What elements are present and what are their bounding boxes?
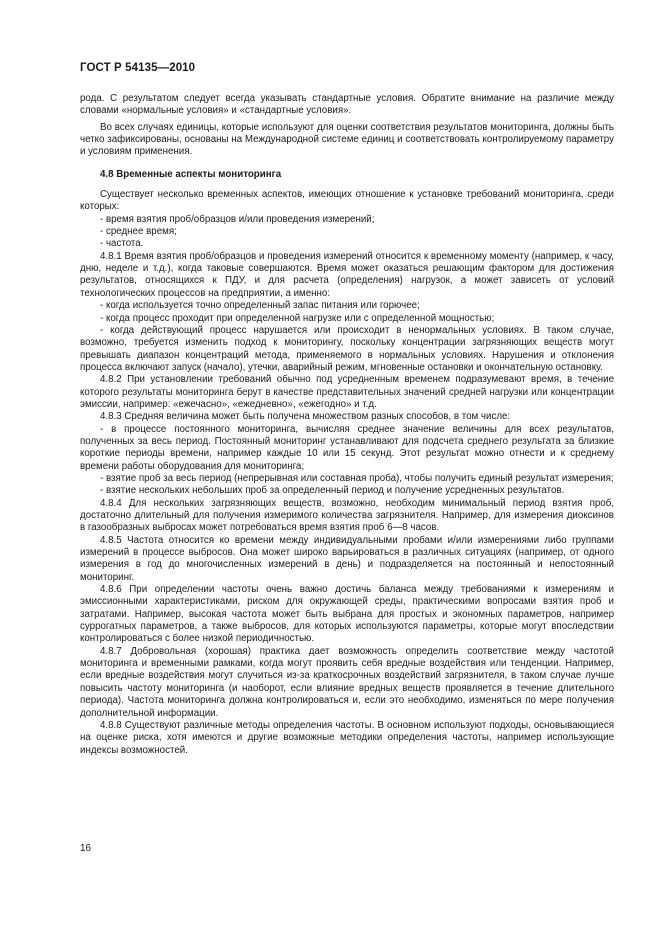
paragraph: 4.8.5 Частота относится ко времени между индивидуальными пробами и/или измерениями либо группами измерений в процессе выбросов. Она может широко варьироваться в различных ситуациях (например, от одного измерения в год до многочисленных измерений в день) и подразделяется на постоянный и непостоянный мониторинг.: [80, 534, 614, 583]
paragraph: рода. С результатом следует всегда указывать стандартные условия. Обратите внимание на различие между словами «нормальные условия» и «стандартные условия».: [80, 93, 614, 117]
paragraph: 4.8.2 При установлении требований обычно под усредненным временем подразумевают время, в течение которого результаты мониторинга берут в качестве представительных значений средней нагрузки или концентрации эмиссии, например: «ежечасно», «ежедневно», «ежегодно» и т.д.: [80, 374, 614, 410]
document-body: [80, 93, 614, 757]
paragraph: 4.8.1 Время взятия проб/образцов и проведения измерений относится к временному моменту (например, к часу, дню, неделе и т.д.), когда таковые совершаются. Время может оказаться решающим фактором для достижения результатов, относящихся к ПДУ, и для расчета (определения) нагрузок, а может зависеть от условий технологических процессов на предприятии, а именно:: [80, 250, 614, 299]
document-header-code: ГОСТ Р 54135—2010: [80, 62, 196, 74]
paragraph: 4.8.6 При определении частоты очень важно достичь баланса между требованиями к измерениям и эмиссионными характеристиками, риском для окружающей среды, практическими вопросами взятия проб и затратами. Например, высокая частота может быть выбрана для простых и экономных параметров, например суррогатных параметров, а также выбросов, для которых используются параметры, которые могут впоследствии контролироваться с более низкой периодичностью.: [80, 584, 614, 645]
paragraph: 4.8.4 Для нескольких загрязняющих веществ, возможно, необходим минимальный период взятия проб, достаточно длительный для получения измеримого количества загрязнителя. Например, для измерения диоксинов в газообразных выбросах может потребоваться время взятия проб 6—8 часов.: [80, 497, 614, 534]
list-item: - когда используется точно определенный запас питания или горючее;: [100, 300, 420, 312]
list-item: - когда действующий процесс нарушается или происходит в ненормальных условиях. В таком случае, возможно, требуется изменить подход к мониторингу, поскольку концентрации загрязняющих веществ могут превышать диапазон концентраций метода, применяемого в нормальных условиях. Нарушения и отклонения процесса включают запуск (начало), утечки, аварийный режим, мгновенные остановки и окончательную остановку.: [80, 324, 614, 373]
paragraph: Существует несколько временных аспектов, имеющих отношение к установке требований мониторинга, среди которых:: [80, 189, 614, 213]
list-item: - когда процесс проходит при определенной нагрузке или с определенной мощностью;: [100, 312, 495, 324]
list-item: - взятие проб за весь период (непрерывная или составная проба), чтобы получить единый результат измерения;: [100, 472, 614, 484]
section-heading: 4.8 Временные аспекты мониторинга: [100, 168, 282, 180]
paragraph: 4.8.3 Средняя величина может быть получена множеством разных способов, в том числе:: [100, 411, 511, 423]
list-item: - среднее время;: [100, 226, 177, 238]
list-item: - взятие нескольких небольших проб за определенный период и получение усредненных результатов.: [100, 485, 565, 497]
paragraph: Во всех случаях единицы, которые используют для оценки соответствия результатов мониторинга, должны быть четко зафиксированы, основаны на Международной системе единиц и соответствовать контролируемому параметру и условиям применения.: [80, 121, 614, 158]
paragraph: 4.8.7 Добровольная (хорошая) практика дает возможность определить соответствие между частотой мониторинга и временными рамками, когда могут проявить себя вредные воздействия или тенденции. Например, если вредные воздействия могут случиться из-за краткосрочных воздействий загрязнителя, в таком случае лучше повысить частоту мониторинга (и наоборот, если влияние вредных веществ проявляется в течение длительного периода). Частота мониторинга должна контролироваться и, если это необходимо, изменяться по мере получения дополнительной информации.: [80, 645, 614, 719]
paragraph: 4.8.8 Существуют различные методы определения частоты. В основном используют подходы, основывающиеся на оценке риска, хотя имеются и другие возможные методики определения частоты, например использующие индексы возможностей.: [80, 719, 614, 756]
list-item: - частота.: [100, 238, 144, 250]
list-item: - в процессе постоянного мониторинга, вычисляя среднее значение величины для всех результатов, полученных за весь период. Постоянный мониторинг устанавливают для подсчета среднего результата за близкие короткие периоды времени, например каждые 10 или 15 секунд. Этот результат можно отнести и к среднему времени работы оборудования для мониторинга;: [80, 423, 614, 472]
page-number: 16: [80, 843, 92, 854]
list-item: - время взятия проб/образцов и/или проведения измерений;: [100, 213, 375, 225]
